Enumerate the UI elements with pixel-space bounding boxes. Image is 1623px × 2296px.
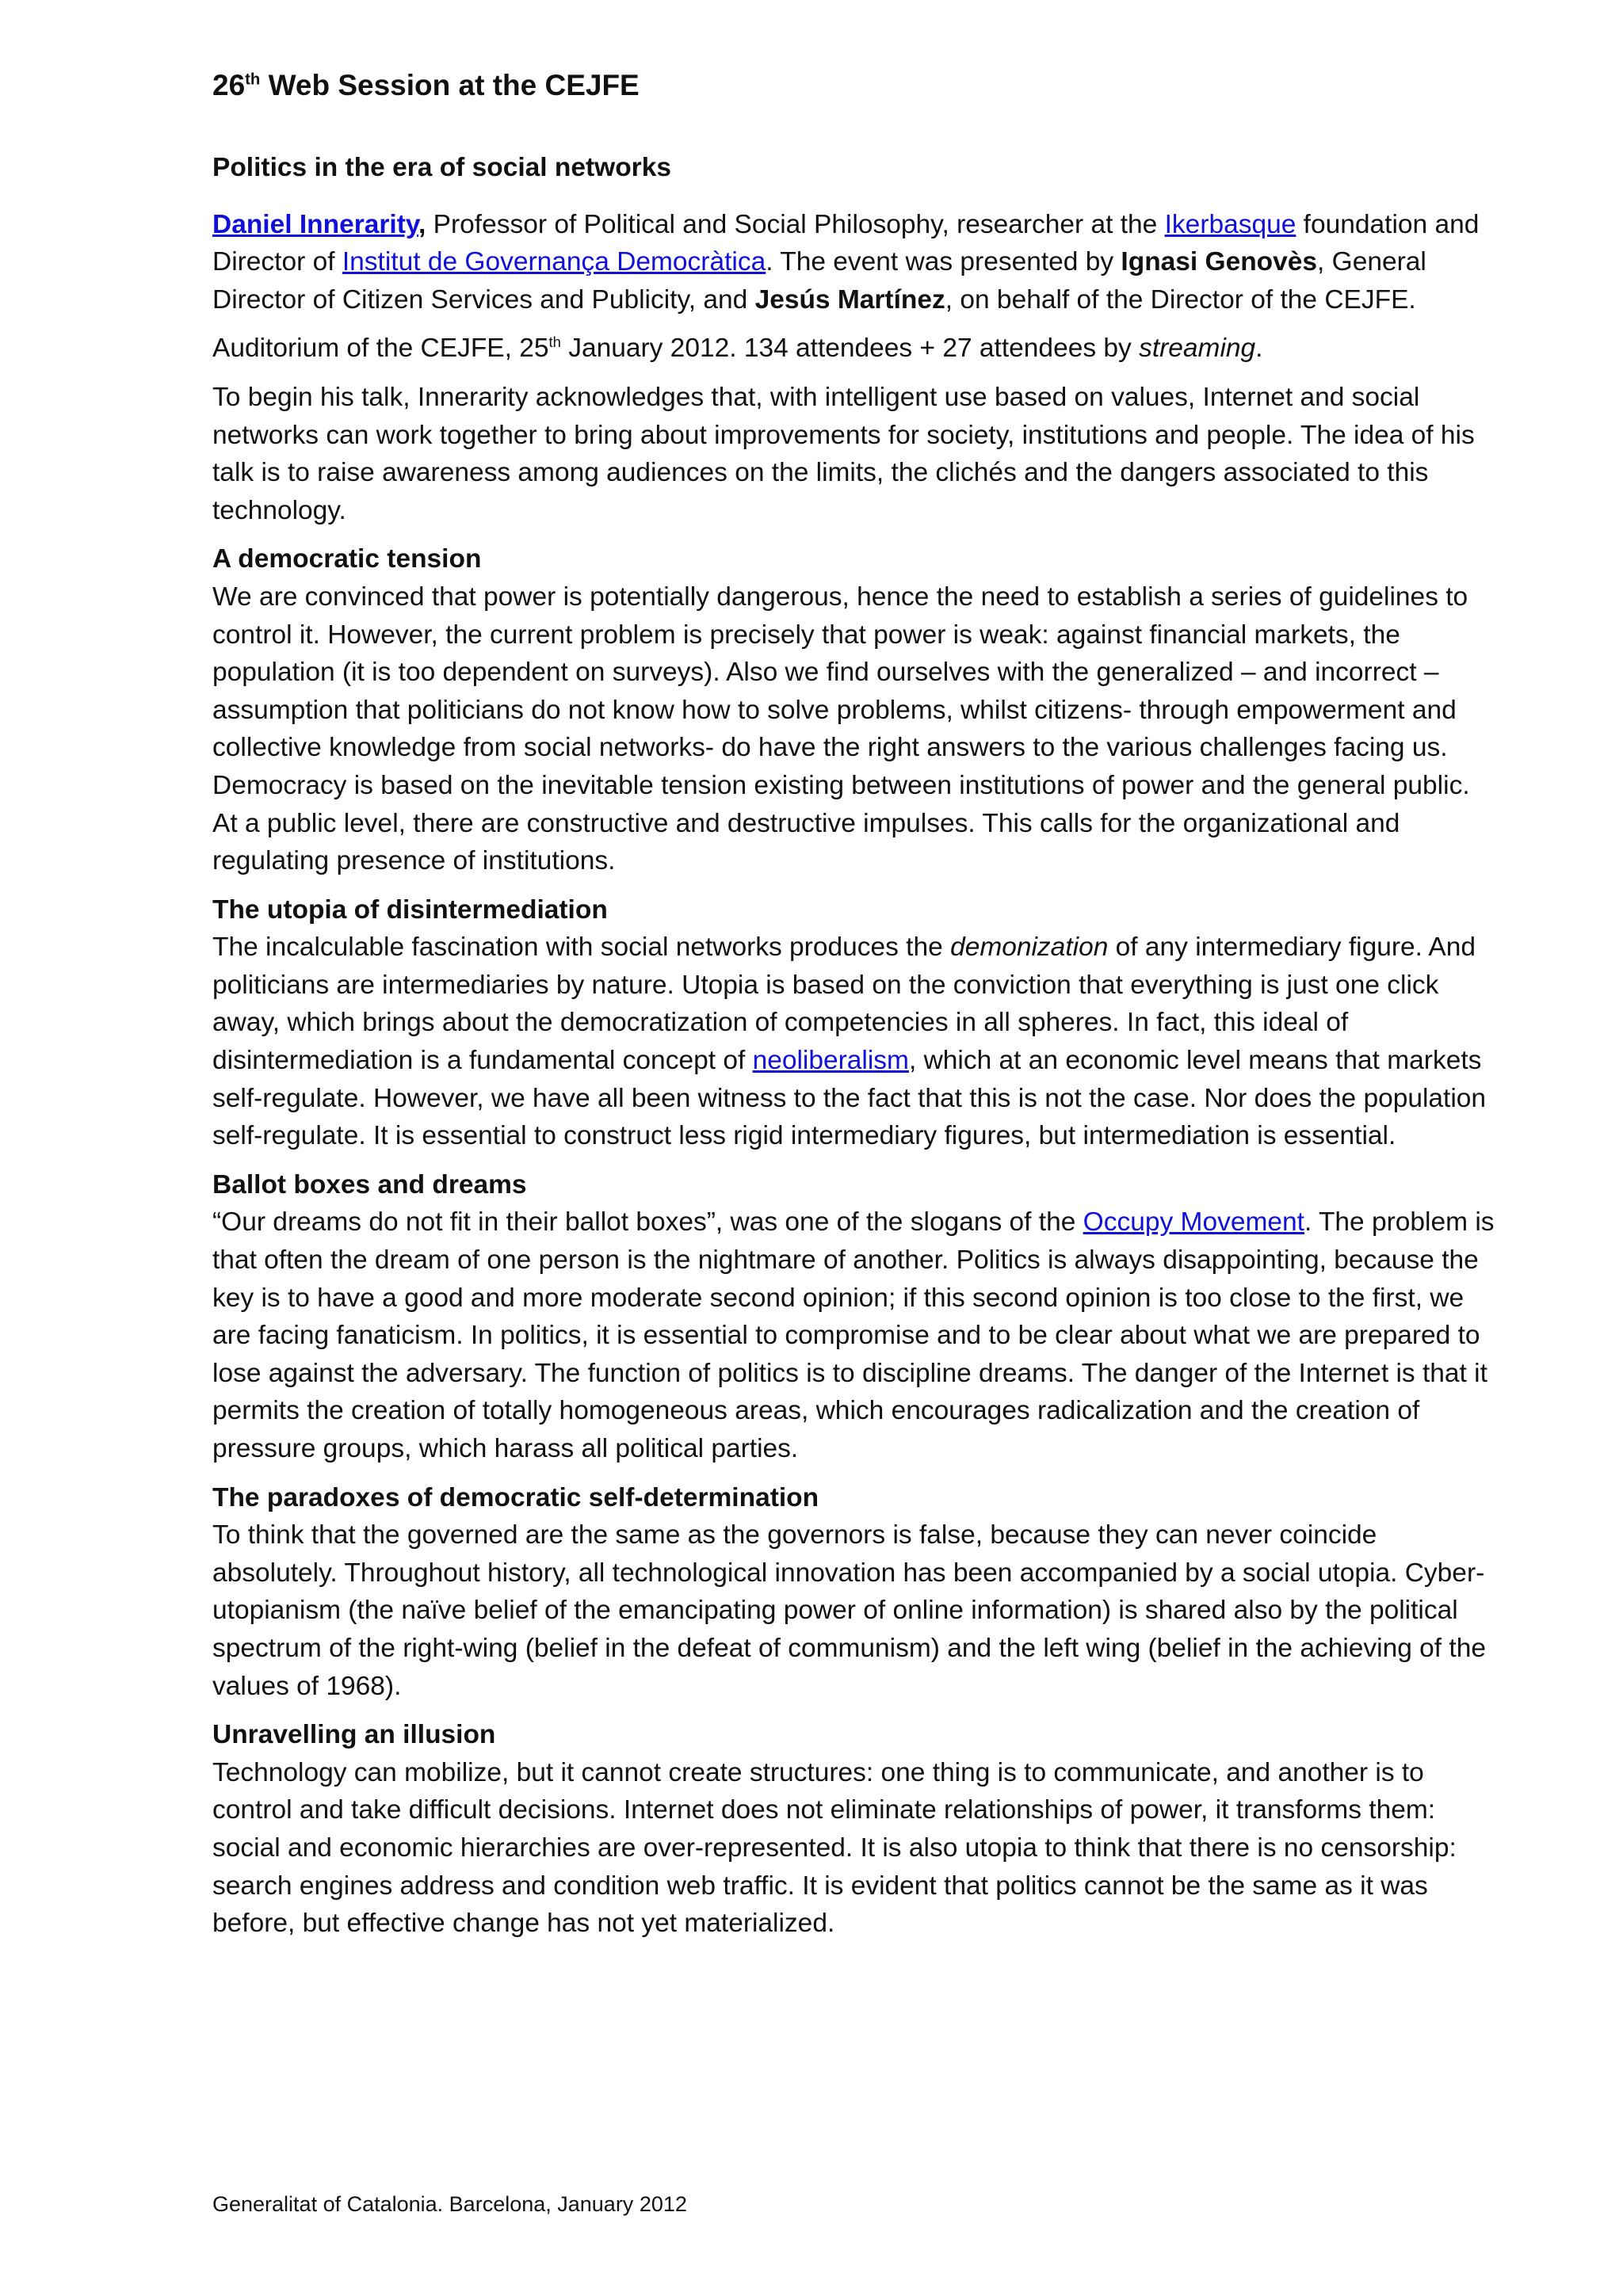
institut-link[interactable]: Institut de Governança Democràtica bbox=[342, 247, 766, 277]
date-ordinal-suffix: th bbox=[548, 334, 561, 351]
occupy-movement-link[interactable]: Occupy Movement bbox=[1083, 1207, 1304, 1238]
section-heading: Ballot boxes and dreams bbox=[212, 1169, 527, 1199]
section-unravelling-illusion bbox=[212, 1716, 1496, 1943]
section-democratic-tension bbox=[212, 540, 1496, 879]
section-body bbox=[212, 929, 1496, 1155]
body-text: “Our dreams do not fit in their ballot boxes”, was one of the slogans of the bbox=[212, 1207, 1083, 1238]
streaming-term: streaming bbox=[1139, 334, 1256, 364]
section-utopia-disintermediation bbox=[212, 891, 1496, 1155]
event-info-text: . bbox=[1255, 334, 1263, 364]
section-body: To think that the governed are the same as the governors is false, because they can never coincide absolutely. Throughout history, all technological innovation has been accompanied by a social utopia. Cyber-utopianism (the naïve belief of the emancipating power of online information) is shared also by the political spectrum of the right-wing (belief in the defeat of communism) and the left wing (belief in the achieving of the values of 1968). bbox=[212, 1520, 1486, 1701]
body-text: . The problem is that often the dream of one person is the nightmare of another. Politics is always disappointing, because the key is to have a good and more moderate second opinion; if this second opinion is too close to the first, we are facing fanaticism. In politics, it is essential to compromise and to be clear about what we are prepared to lose against the adversary. The function of politics is to discipline dreams. The danger of the Internet is that it permits the creation of totally homogeneous areas, which encourages radicalization and the creation of pressure groups, which harass all political parties. bbox=[212, 1207, 1495, 1463]
presenter-name: Jesús Martínez bbox=[754, 284, 945, 315]
intro-text: foundation and Director of bbox=[212, 209, 1480, 277]
presenter-name: Ignasi Genovès bbox=[1121, 247, 1318, 277]
body-text: The incalculable fascination with social networks produces the bbox=[212, 933, 951, 963]
section-heading: Unravelling an illusion bbox=[212, 1720, 496, 1750]
body-text: , which at an economic level means that markets self-regulate. However, we have all been witness to the fact that this is not the case. Nor does the population self-regulate. It is essential to construct less rigid intermediary figures, but intermediation is essential. bbox=[212, 1046, 1487, 1151]
neoliberalism-link[interactable]: neoliberalism bbox=[752, 1046, 909, 1076]
event-info-text: January 2012. 134 attendees + 27 attendees by bbox=[560, 334, 1140, 364]
section-body: Technology can mobilize, but it cannot create structures: one thing is to communicate, and another is to control and take difficult decisions. Internet does not eliminate relationships of power, it transforms them: social and economic hierarchies are over-represented. It is also utopia to think that there is no censorship: search engines address and condition web traffic. It is evident that politics cannot be the same as it was before, but effective change has not yet materialized. bbox=[212, 1757, 1457, 1939]
speaker-link[interactable]: Daniel Innerarity bbox=[212, 209, 419, 239]
document-body bbox=[212, 67, 1496, 1954]
section-heading: The paradoxes of democratic self-determination bbox=[212, 1482, 819, 1512]
opening-paragraph: To begin his talk, Innerarity acknowledges that, with intelligent use based on values, Internet and social networks can work together to bring about improvements for society, institutions and people. The idea of his talk is to raise awareness among audiences on the limits, the clichés and the dangers associated to this technology. bbox=[212, 382, 1475, 525]
speaker-comma: , bbox=[418, 209, 426, 239]
event-info bbox=[212, 330, 1496, 368]
ikerbasque-link[interactable]: Ikerbasque bbox=[1164, 209, 1296, 239]
title-ordinal-suffix: th bbox=[245, 71, 261, 89]
section-body bbox=[212, 1203, 1496, 1467]
event-info-text: Auditorium of the CEJFE, 25 bbox=[212, 334, 549, 364]
intro-text: , on behalf of the Director of the CEJFE. bbox=[945, 284, 1416, 315]
section-body: We are convinced that power is potentially dangerous, hence the need to establish a series of guidelines to control it. However, the current problem is precisely that power is weak: against financial markets, the population (it is too dependent on surveys). Also we find ourselves with the generalized – and incorrect – assumption that politicians do not know how to solve problems, whilst citizens- through empowerment and collective knowledge from social networks- do have the right answers to the various challenges facing us. Democracy is based on the inevitable tension existing between institutions of power and the general public. At a public level, there are constructive and destructive impulses. This calls for the organizational and regulating presence of institutions. bbox=[212, 582, 1470, 876]
section-paradoxes bbox=[212, 1479, 1496, 1706]
section-heading: The utopia of disintermediation bbox=[212, 894, 608, 925]
page-title bbox=[212, 67, 1496, 105]
intro-paragraph bbox=[212, 206, 1496, 319]
intro-text: Professor of Political and Social Philosophy, researcher at the bbox=[426, 209, 1165, 239]
page-footer: Generalitat of Catalonia. Barcelona, January 2012 bbox=[212, 2192, 687, 2216]
title-number: 26 bbox=[212, 69, 246, 101]
section-ballot-boxes bbox=[212, 1166, 1496, 1468]
title-text: Web Session at the CEJFE bbox=[260, 69, 640, 101]
intro-text: . The event was presented by bbox=[766, 247, 1121, 277]
talk-title: Politics in the era of social networks bbox=[212, 153, 671, 182]
section-heading: A democratic tension bbox=[212, 544, 482, 574]
emphasized-term: demonization bbox=[950, 933, 1109, 963]
body-text: of any intermediary figure. And politicians are intermediaries by nature. Utopia is based on the conviction that everything is just one click away, which brings about the democratization of competencies in all spheres. In fact, this ideal of disintermediation is a fundamental concept of bbox=[212, 933, 1476, 1076]
intro-text: , General Director of Citizen Services and Publicity, and bbox=[212, 247, 1426, 315]
